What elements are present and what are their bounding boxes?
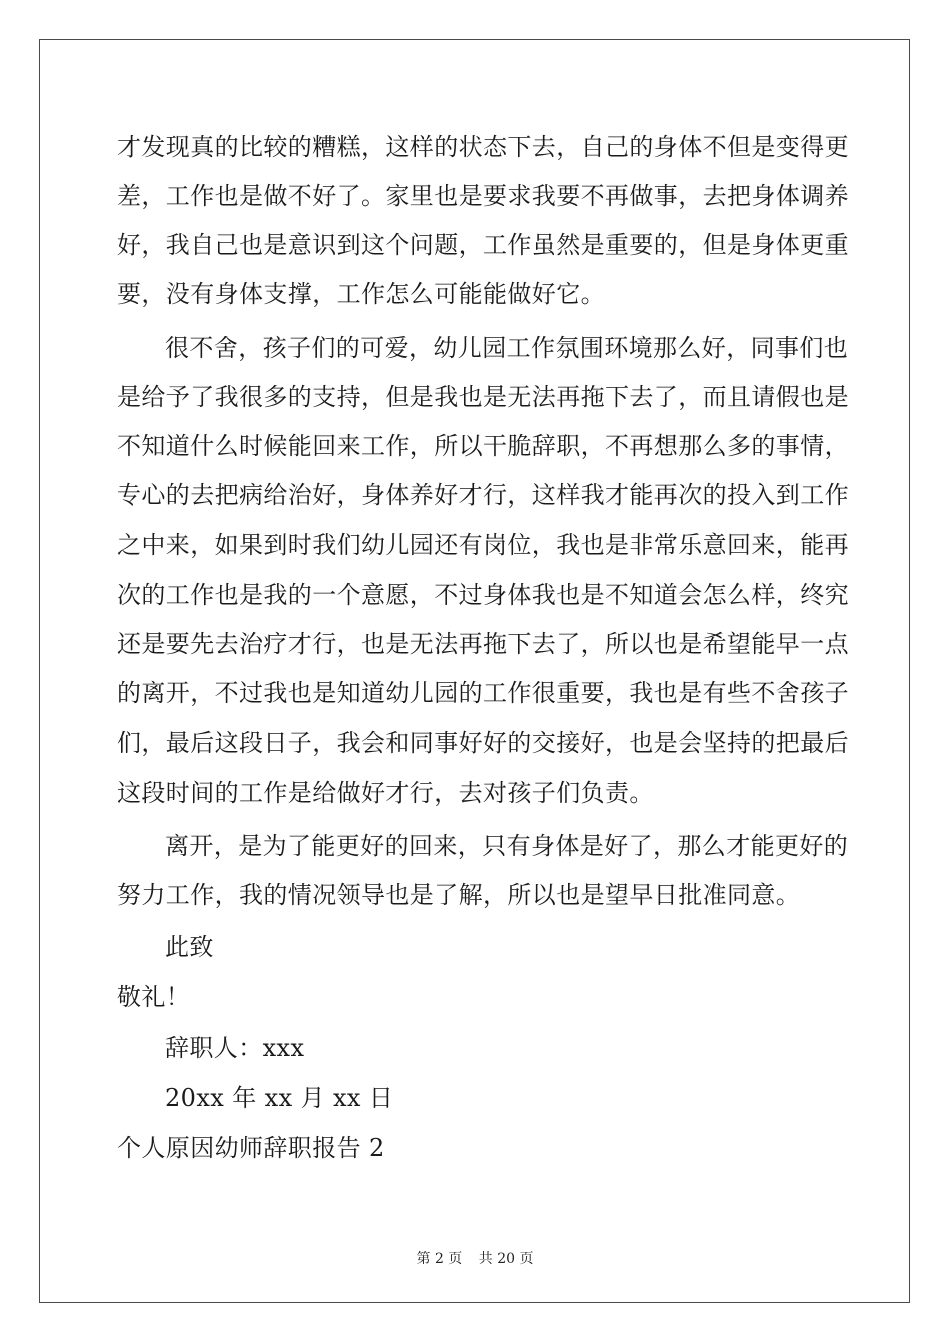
paragraph-2-line-10: 这段时间的工作是给做好才行，去对孩子们负责。 (117, 779, 654, 807)
paragraph-1-line-3: 好，我自己也是意识到这个问题，工作虽然是重要的，但是身体更重 (117, 231, 849, 259)
date: 20xx 年 xx 月 xx 日 (165, 1084, 394, 1112)
salutation: 此致 (165, 933, 214, 961)
paragraph-1-line-1: 才发现真的比较的糟糕，这样的状态下去，自己的身体不但是变得更 (117, 133, 849, 161)
paragraph-2-line-7: 还是要先去治疗才行，也是无法再拖下去了，所以也是希望能早一点 (117, 630, 849, 658)
paragraph-2-line-6: 次的工作也是我的一个意愿，不过身体我也是不知道会怎么样，终究 (117, 581, 849, 609)
page-total: 共 20 页 (478, 1251, 534, 1267)
paragraph-3-line-2: 努力工作，我的情况领导也是了解，所以也是望早日批准同意。 (117, 881, 801, 909)
signer: 辞职人：xxx (165, 1034, 305, 1062)
paragraph-2-line-8: 的离开，不过我也是知道幼儿园的工作很重要，我也是有些不舍孩子 (117, 679, 849, 707)
paragraph-2-line-9: 们，最后这段日子，我会和同事好好的交接好，也是会坚持的把最后 (117, 729, 849, 757)
paragraph-3-line-1: 离开，是为了能更好的回来，只有身体是好了，那么才能更好的 (165, 832, 849, 860)
page-number: 第 2 页 (416, 1251, 463, 1267)
next-report-title: 个人原因幼师辞职报告 2 (117, 1134, 385, 1162)
respect-line: 敬礼！ (117, 983, 191, 1011)
paragraph-2-line-5: 之中来，如果到时我们幼儿园还有岗位，我也是非常乐意回来，能再 (117, 531, 849, 559)
paragraph-1-line-4: 要，没有身体支撑，工作怎么可能能做好它。 (117, 280, 605, 308)
paragraph-2-line-3: 不知道什么时候能回来工作，所以干脆辞职，不再想那么多的事情， (117, 432, 849, 460)
page-border (39, 39, 910, 1303)
page-footer (0, 1248, 950, 1268)
paragraph-2-line-1: 很不舍，孩子们的可爱，幼儿园工作氛围环境那么好，同事们也 (165, 334, 849, 362)
paragraph-1-line-2: 差，工作也是做不好了。家里也是要求我要不再做事，去把身体调养 (117, 182, 849, 210)
paragraph-2-line-4: 专心的去把病给治好，身体养好才行，这样我才能再次的投入到工作 (117, 481, 849, 509)
paragraph-2-line-2: 是给予了我很多的支持，但是我也是无法再拖下去了，而且请假也是 (117, 383, 849, 411)
